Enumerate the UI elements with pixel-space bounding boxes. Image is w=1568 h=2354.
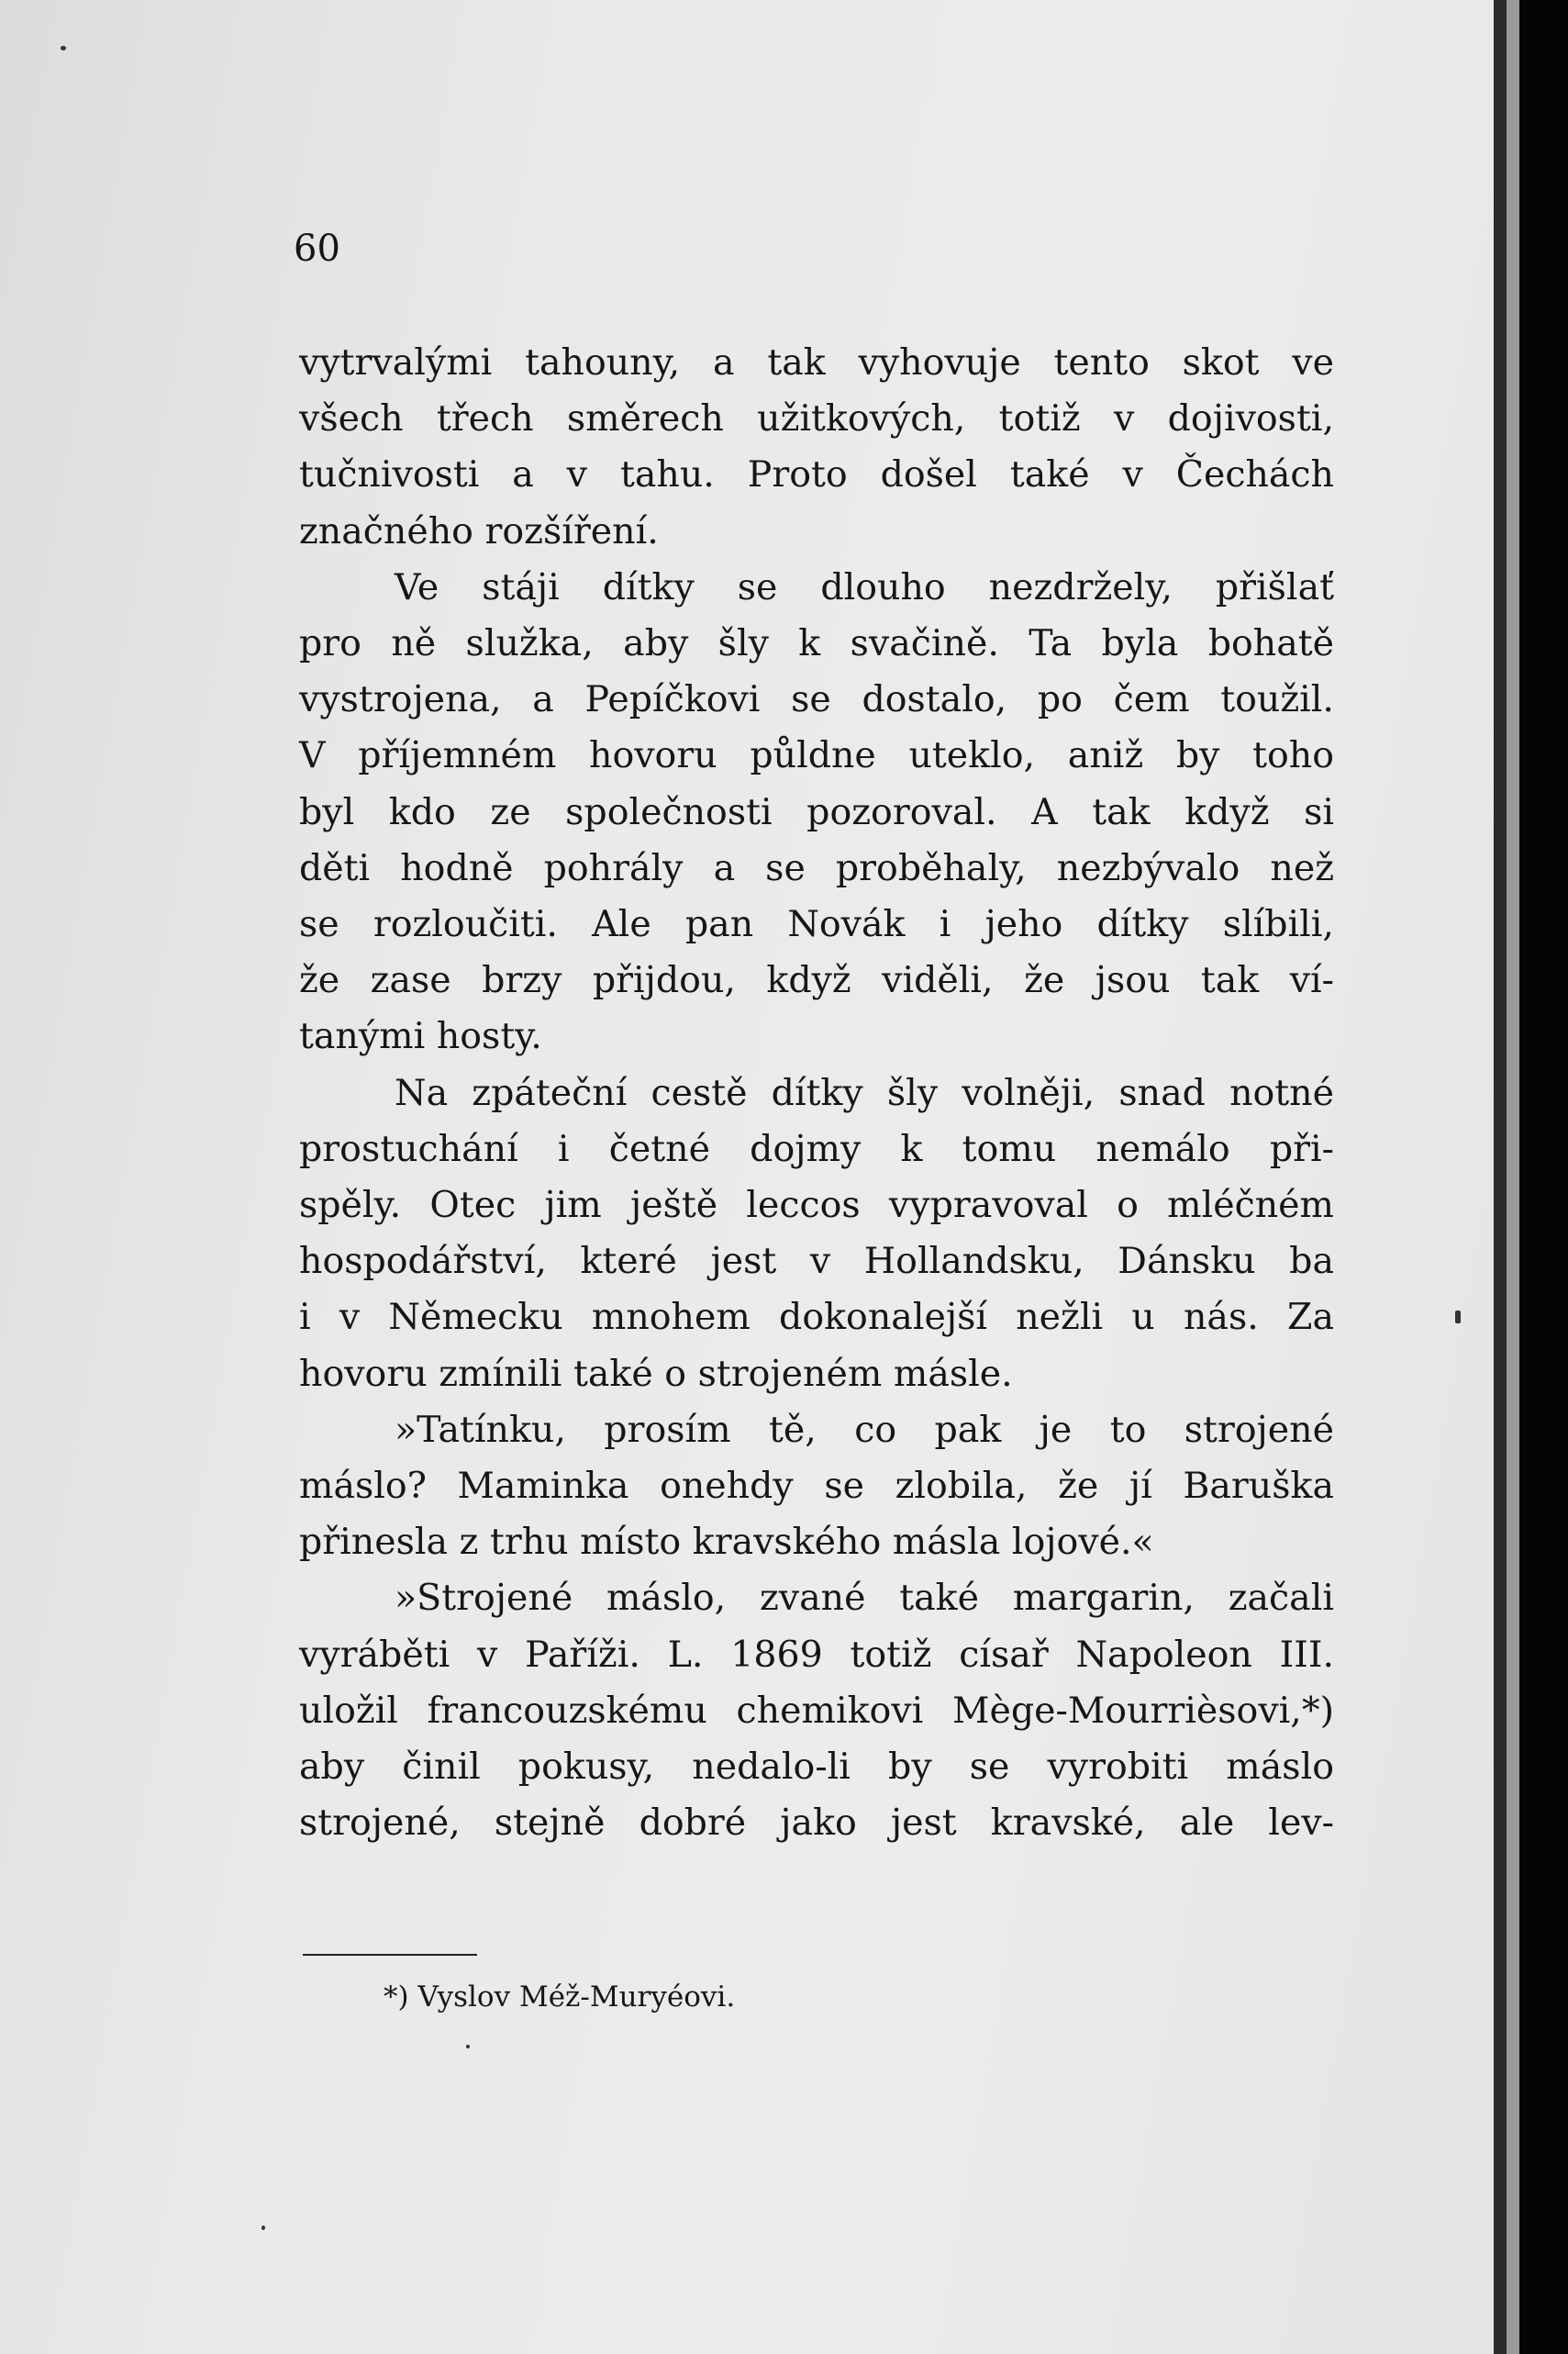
text-line: aby činil pokusy, nedalo-li by se vyrobiti máslo — [299, 1746, 1334, 1789]
scan-border — [1519, 0, 1568, 2354]
text-line: všech třech směrech užitkových, totiž v dojivosti, — [299, 397, 1334, 441]
text-line: Ve stáji dítky se dlouho nezdržely, přišlať — [395, 565, 1334, 608]
text-line: strojené, stejně dobré jako jest kravské, ale lev- — [299, 1802, 1334, 1845]
text-line: tanými hosty. — [299, 1015, 542, 1058]
text-line: prostuchání i četné dojmy k tomu nemálo při- — [299, 1127, 1334, 1170]
text-line: pro ně služka, aby šly k svačině. Ta byla bohatě — [299, 622, 1334, 665]
text-line: »Strojené máslo, zvané také margarin, začali — [395, 1577, 1334, 1620]
text-line: Na zpáteční cestě dítky šly volněji, snad notné — [395, 1071, 1334, 1114]
text-line: vyráběti v Paříži. L. 1869 totiž císař Napoleon III. — [299, 1633, 1334, 1676]
body-text — [299, 335, 1334, 1851]
paper-speck — [261, 2226, 265, 2230]
text-line: uložil francouzskému chemikovi Mège-Mourrièsovi,*) — [299, 1689, 1334, 1732]
text-line: děti hodně pohrály a se proběhaly, nezbývalo než — [299, 846, 1334, 889]
paper-speck — [1455, 1311, 1461, 1323]
text-line: vystrojena, a Pepíčkovi se dostalo, po čem toužil. — [299, 678, 1334, 721]
footnote-rule — [303, 1954, 477, 1956]
next-page-edge — [1507, 0, 1519, 2354]
text-line: hospodářství, které jest v Hollandsku, Dánsku ba — [299, 1240, 1334, 1283]
text-line: že zase brzy přijdou, když viděli, že jsou tak ví- — [299, 959, 1334, 1002]
text-line: i v Německu mnohem dokonalejší nežli u nás. Za — [299, 1296, 1334, 1339]
paper-speck — [466, 2045, 470, 2048]
text-line: se rozloučiti. Ale pan Novák i jeho dítky slíbili, — [299, 903, 1334, 946]
page-edge-shadow — [1494, 0, 1507, 2354]
footnote: *) Vyslov Méž-Muryéovi. — [384, 1980, 736, 2014]
text-line: přinesla z trhu místo kravského másla lojové.« — [299, 1521, 1154, 1564]
text-line: tučnivosti a v tahu. Proto došel také v Čechách — [299, 453, 1334, 496]
paper-speck — [61, 46, 66, 50]
text-line: V příjemném hovoru půldne uteklo, aniž by toho — [299, 734, 1334, 777]
page-number: 60 — [294, 228, 340, 270]
text-line: značného rozšíření. — [299, 509, 659, 552]
text-line: máslo? Maminka onehdy se zlobila, že jí Baruška — [299, 1465, 1334, 1508]
text-line: byl kdo ze společnosti pozoroval. A tak když si — [299, 790, 1334, 833]
text-line: spěly. Otec jim ještě leccos vypravoval o mléčném — [299, 1184, 1334, 1227]
text-line: vytrvalými tahouny, a tak vyhovuje tento skot ve — [299, 341, 1334, 384]
text-line: »Tatínku, prosím tě, co pak je to strojené — [395, 1408, 1334, 1451]
text-line: hovoru zmínili také o strojeném másle. — [299, 1352, 1013, 1395]
